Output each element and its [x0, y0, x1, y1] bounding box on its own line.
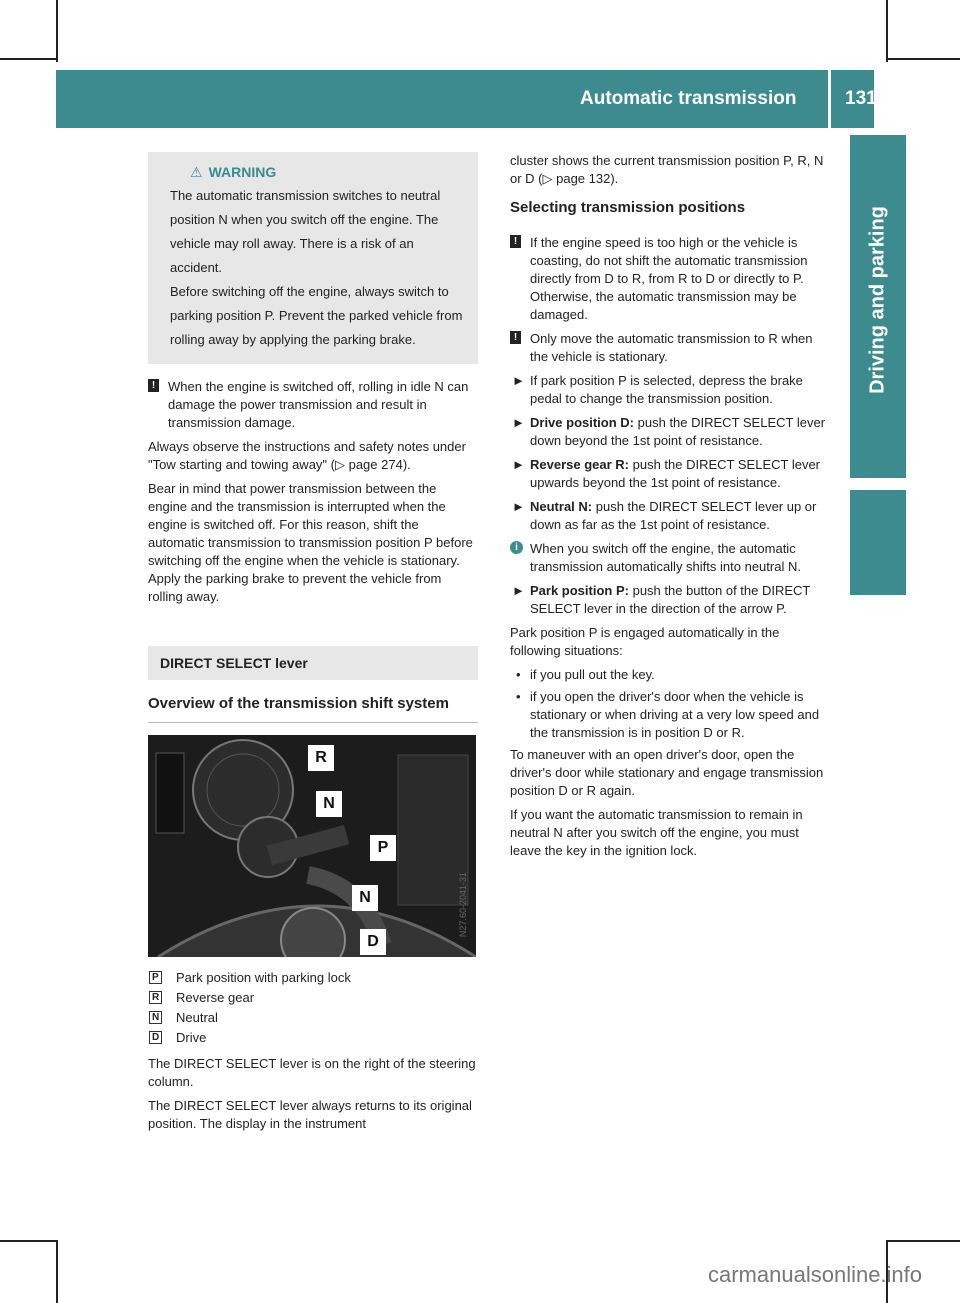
section-title: DIRECT SELECT lever	[148, 646, 478, 680]
info-note: i When you switch off the engine, the automatic transmission automatically shifts into neutral N.	[510, 540, 830, 576]
caution-icon: !	[148, 379, 159, 392]
crop-mark	[888, 58, 960, 60]
warning-title: ⚠ WARNING	[190, 164, 277, 180]
paragraph: Always observe the instructions and safety notes under "Tow starting and towing away" (▷ page 274).	[148, 439, 466, 472]
bullet-icon: •	[516, 667, 521, 682]
caution-note: ! If the engine speed is too high or the vehicle is coasting, do not shift the automatic transmission directly from D to R, from R to D or directly to P. Otherwise, the automatic transmission may be damaged.	[510, 234, 830, 324]
step-arrow-icon: ►	[512, 457, 525, 472]
legend-item: P Park position with parking lock	[148, 969, 478, 987]
header-separator	[828, 70, 831, 128]
list-item: • if you pull out the key.	[516, 667, 655, 682]
subhead: Overview of the transmission shift system	[148, 695, 449, 712]
warning-text: Before switching off the engine, always switch to parking position P. Prevent the parked vehicle from rolling away by applying the parking brake.	[170, 284, 463, 347]
crop-mark	[888, 1240, 960, 1242]
legend-item: R Reverse gear	[148, 989, 478, 1007]
step-arrow-icon: ►	[512, 583, 525, 598]
paragraph: The DIRECT SELECT lever is on the right of the steering column.	[148, 1056, 476, 1089]
gear-p-icon: P	[149, 971, 162, 984]
step-arrow-icon: ►	[512, 499, 525, 514]
chapter-tab-marker	[850, 490, 906, 595]
paragraph: The DIRECT SELECT lever always returns to its original position. The display in the instrument	[148, 1098, 472, 1131]
gear-n-icon: N	[149, 1011, 162, 1024]
warning-text: The automatic transmission switches to neutral position N when you switch off the engine. The vehicle may roll away. There is a risk of an accident.	[170, 188, 441, 275]
gear-d-icon: D	[149, 1031, 162, 1044]
instruction-step: ► Neutral N: push the DIRECT SELECT lever up or down as far as the 1st point of resistance.	[512, 499, 817, 532]
paragraph: cluster shows the current transmission position P, R, N or D (▷ page 132).	[510, 153, 824, 186]
subhead: Selecting transmission positions	[510, 199, 746, 216]
photo-label-d: D	[360, 929, 386, 955]
photo-label-n-upper: N	[316, 791, 342, 817]
instruction-step: ► Drive position D: push the DIRECT SELECT lever down beyond the 1st point of resistance.	[512, 415, 826, 448]
caution-icon: !	[510, 235, 521, 248]
gear-r-icon: R	[149, 991, 162, 1004]
crop-mark	[56, 1240, 58, 1303]
list-item: • if you open the driver's door when the vehicle is stationary or when driving at a very low speed and the transmission is in position D or R.	[516, 689, 820, 740]
left-column	[148, 152, 478, 1139]
chapter-tab-label: Driving and parking	[866, 206, 889, 394]
right-column	[510, 152, 830, 866]
footer-watermark: carmanualsonline.info	[708, 1262, 923, 1287]
step-arrow-icon: ►	[512, 415, 525, 430]
paragraph: Bear in mind that power transmission between the engine and the transmission is interrupted when the engine is switched off. For this reason, shift the automatic transmission to transmission position P before switching off the engine when the vehicle is stationary. Apply the parking brake to prevent the vehicle from rolling away.	[148, 481, 473, 604]
paragraph: Park position P is engaged automatically in the following situations:	[510, 625, 780, 658]
subhead-block	[148, 694, 478, 723]
instruction-step: ► Reverse gear R: push the DIRECT SELECT lever upwards beyond the 1st point of resistance.	[512, 457, 821, 490]
warning-box	[148, 152, 478, 364]
caution-note: ! Only move the automatic transmission to R when the vehicle is stationary.	[510, 330, 830, 366]
legend-item: N Neutral	[148, 1009, 478, 1027]
crop-mark	[0, 1240, 56, 1242]
legend-item: D Drive	[148, 1029, 478, 1047]
photo-label-n-lower: N	[352, 885, 378, 911]
photo-label-r: R	[308, 745, 334, 771]
crop-mark	[886, 0, 888, 62]
paragraph: To maneuver with an open driver's door, open the driver's door while stationary and engage transmission position D or R again.	[510, 747, 824, 798]
paragraph: If you want the automatic transmission to remain in neutral N after you switch off the engine, you must leave the key in the ignition lock.	[510, 807, 803, 858]
crop-mark	[56, 0, 58, 62]
instruction-step: ► If park position P is selected, depress the brake pedal to change the transmission position.	[512, 373, 803, 406]
page-number: 131	[845, 88, 877, 109]
shift-lever-photo	[148, 735, 476, 957]
photo-label-p: P	[370, 835, 396, 861]
instruction-step: ► Park position P: push the button of the DIRECT SELECT lever in the direction of the arrow P.	[512, 583, 811, 616]
page-title: Automatic transmission	[580, 88, 797, 109]
caution-note: ! When the engine is switched off, rolling in idle N can damage the power transmission and result in transmission damage.	[148, 378, 478, 432]
bullet-icon: •	[516, 689, 521, 704]
crop-mark	[0, 58, 56, 60]
warning-triangle-icon: ⚠	[190, 164, 203, 180]
info-icon: i	[510, 541, 523, 554]
step-arrow-icon: ►	[512, 373, 525, 388]
photo-id: N27.60-2041-31	[458, 871, 468, 937]
caution-icon: !	[510, 331, 521, 344]
